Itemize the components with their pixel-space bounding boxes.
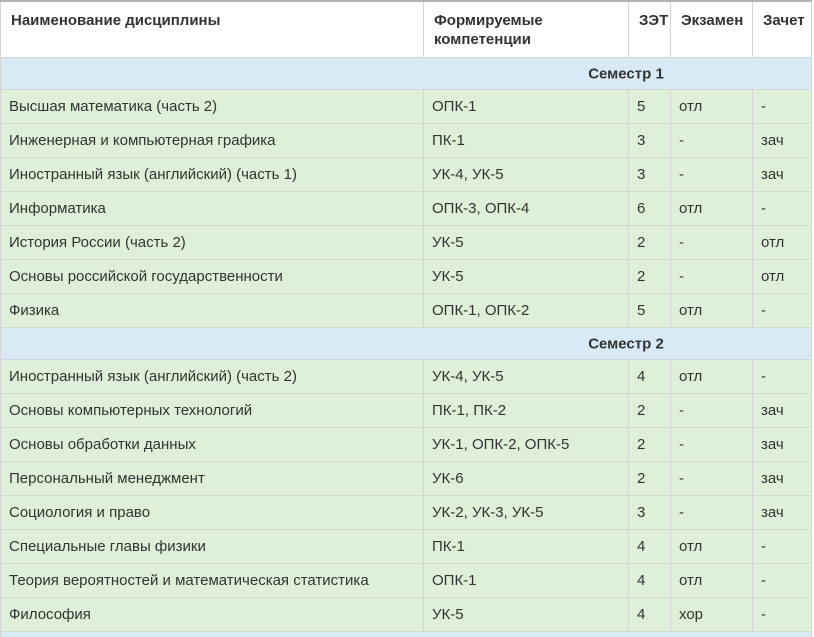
exam-cell: - (671, 260, 753, 294)
discipline-cell: Физика (1, 294, 424, 328)
credit-cell: зач (753, 394, 812, 428)
credit-cell: отл (753, 226, 812, 260)
exam-cell: - (671, 394, 753, 428)
zet-cell: 2 (629, 226, 671, 260)
semester-section-cell (1, 58, 812, 90)
credit-cell: зач (753, 124, 812, 158)
exam-cell: - (671, 496, 753, 530)
table-row (1, 496, 812, 530)
competencies-cell: УК-2, УК-3, УК-5 (424, 496, 629, 530)
table-row (1, 360, 812, 394)
zet-cell: 2 (629, 394, 671, 428)
credit-cell: - (753, 360, 812, 394)
table-row (1, 428, 812, 462)
table-row (1, 394, 812, 428)
exam-cell: отл (671, 192, 753, 226)
competencies-cell: УК-4, УК-5 (424, 158, 629, 192)
table-header-row (1, 1, 812, 58)
competencies-cell: ПК-1 (424, 124, 629, 158)
exam-cell: - (671, 124, 753, 158)
credit-cell: - (753, 90, 812, 124)
zet-cell: 4 (629, 564, 671, 598)
competencies-cell: УК-5 (424, 260, 629, 294)
semester-section-row (1, 328, 812, 360)
competencies-cell: УК-6 (424, 462, 629, 496)
discipline-cell: Основы обработки данных (1, 428, 424, 462)
col-header-credit: Зачет (753, 1, 812, 58)
discipline-cell: Высшая математика (часть 2) (1, 90, 424, 124)
zet-cell: 4 (629, 530, 671, 564)
credit-cell: зач (753, 158, 812, 192)
semester-section-cell (1, 328, 812, 360)
credit-cell: зач (753, 428, 812, 462)
semester-section-label: Семестр 1 (588, 65, 664, 82)
discipline-cell: Иностранный язык (английский) (часть 2) (1, 360, 424, 394)
table-row (1, 90, 812, 124)
exam-cell: отл (671, 90, 753, 124)
table-row (1, 158, 812, 192)
credit-cell: - (753, 598, 812, 632)
zet-cell: 4 (629, 598, 671, 632)
discipline-cell: Информатика (1, 192, 424, 226)
table-row (1, 462, 812, 496)
semester-section-label: Семестр 2 (588, 335, 664, 352)
discipline-cell: Основы компьютерных технологий (1, 394, 424, 428)
discipline-cell: Философия (1, 598, 424, 632)
col-header-discipline: Наименование дисциплины (1, 1, 424, 58)
col-header-exam: Экзамен (671, 1, 753, 58)
credit-cell: зач (753, 496, 812, 530)
zet-cell: 2 (629, 462, 671, 496)
zet-cell: 5 (629, 90, 671, 124)
competencies-cell: ОПК-1 (424, 564, 629, 598)
credit-cell: - (753, 530, 812, 564)
competencies-cell: УК-1, ОПК-2, ОПК-5 (424, 428, 629, 462)
credit-cell: - (753, 564, 812, 598)
competencies-cell: ПК-1, ПК-2 (424, 394, 629, 428)
exam-cell: - (671, 462, 753, 496)
table-row (1, 260, 812, 294)
exam-cell: отл (671, 294, 753, 328)
discipline-cell: Персональный менеджмент (1, 462, 424, 496)
credit-cell: отл (753, 260, 812, 294)
col-header-competencies: Формируемые компетенции (424, 1, 629, 58)
competencies-cell: УК-5 (424, 598, 629, 632)
credit-cell: зач (753, 462, 812, 496)
next-section-row-partial (1, 632, 812, 637)
semester-section-row (1, 58, 812, 90)
discipline-cell: Иностранный язык (английский) (часть 1) (1, 158, 424, 192)
discipline-cell: Специальные главы физики (1, 530, 424, 564)
col-header-zet: ЗЭТ (629, 1, 671, 58)
discipline-cell: История России (часть 2) (1, 226, 424, 260)
exam-cell: хор (671, 598, 753, 632)
table-row (1, 564, 812, 598)
zet-cell: 3 (629, 158, 671, 192)
zet-cell: 3 (629, 124, 671, 158)
credit-cell: - (753, 192, 812, 226)
exam-cell: отл (671, 564, 753, 598)
competencies-cell: ОПК-1 (424, 90, 629, 124)
table-row (1, 294, 812, 328)
discipline-cell: Инженерная и компьютерная графика (1, 124, 424, 158)
exam-cell: - (671, 428, 753, 462)
competencies-cell: ПК-1 (424, 530, 629, 564)
table-row (1, 192, 812, 226)
zet-cell: 2 (629, 428, 671, 462)
discipline-cell: Теория вероятностей и математическая статистика (1, 564, 424, 598)
exam-cell: отл (671, 530, 753, 564)
zet-cell: 2 (629, 260, 671, 294)
zet-cell: 3 (629, 496, 671, 530)
table-row (1, 124, 812, 158)
table-row (1, 530, 812, 564)
competencies-cell: ОПК-1, ОПК-2 (424, 294, 629, 328)
zet-cell: 6 (629, 192, 671, 226)
exam-cell: - (671, 158, 753, 192)
discipline-cell: Основы российской государственности (1, 260, 424, 294)
table-row (1, 598, 812, 632)
competencies-cell: УК-5 (424, 226, 629, 260)
next-section-cell-partial (1, 632, 812, 637)
zet-cell: 4 (629, 360, 671, 394)
table-row (1, 226, 812, 260)
competencies-cell: УК-4, УК-5 (424, 360, 629, 394)
zet-cell: 5 (629, 294, 671, 328)
exam-cell: - (671, 226, 753, 260)
competencies-cell: ОПК-3, ОПК-4 (424, 192, 629, 226)
discipline-cell: Социология и право (1, 496, 424, 530)
credit-cell: - (753, 294, 812, 328)
exam-cell: отл (671, 360, 753, 394)
